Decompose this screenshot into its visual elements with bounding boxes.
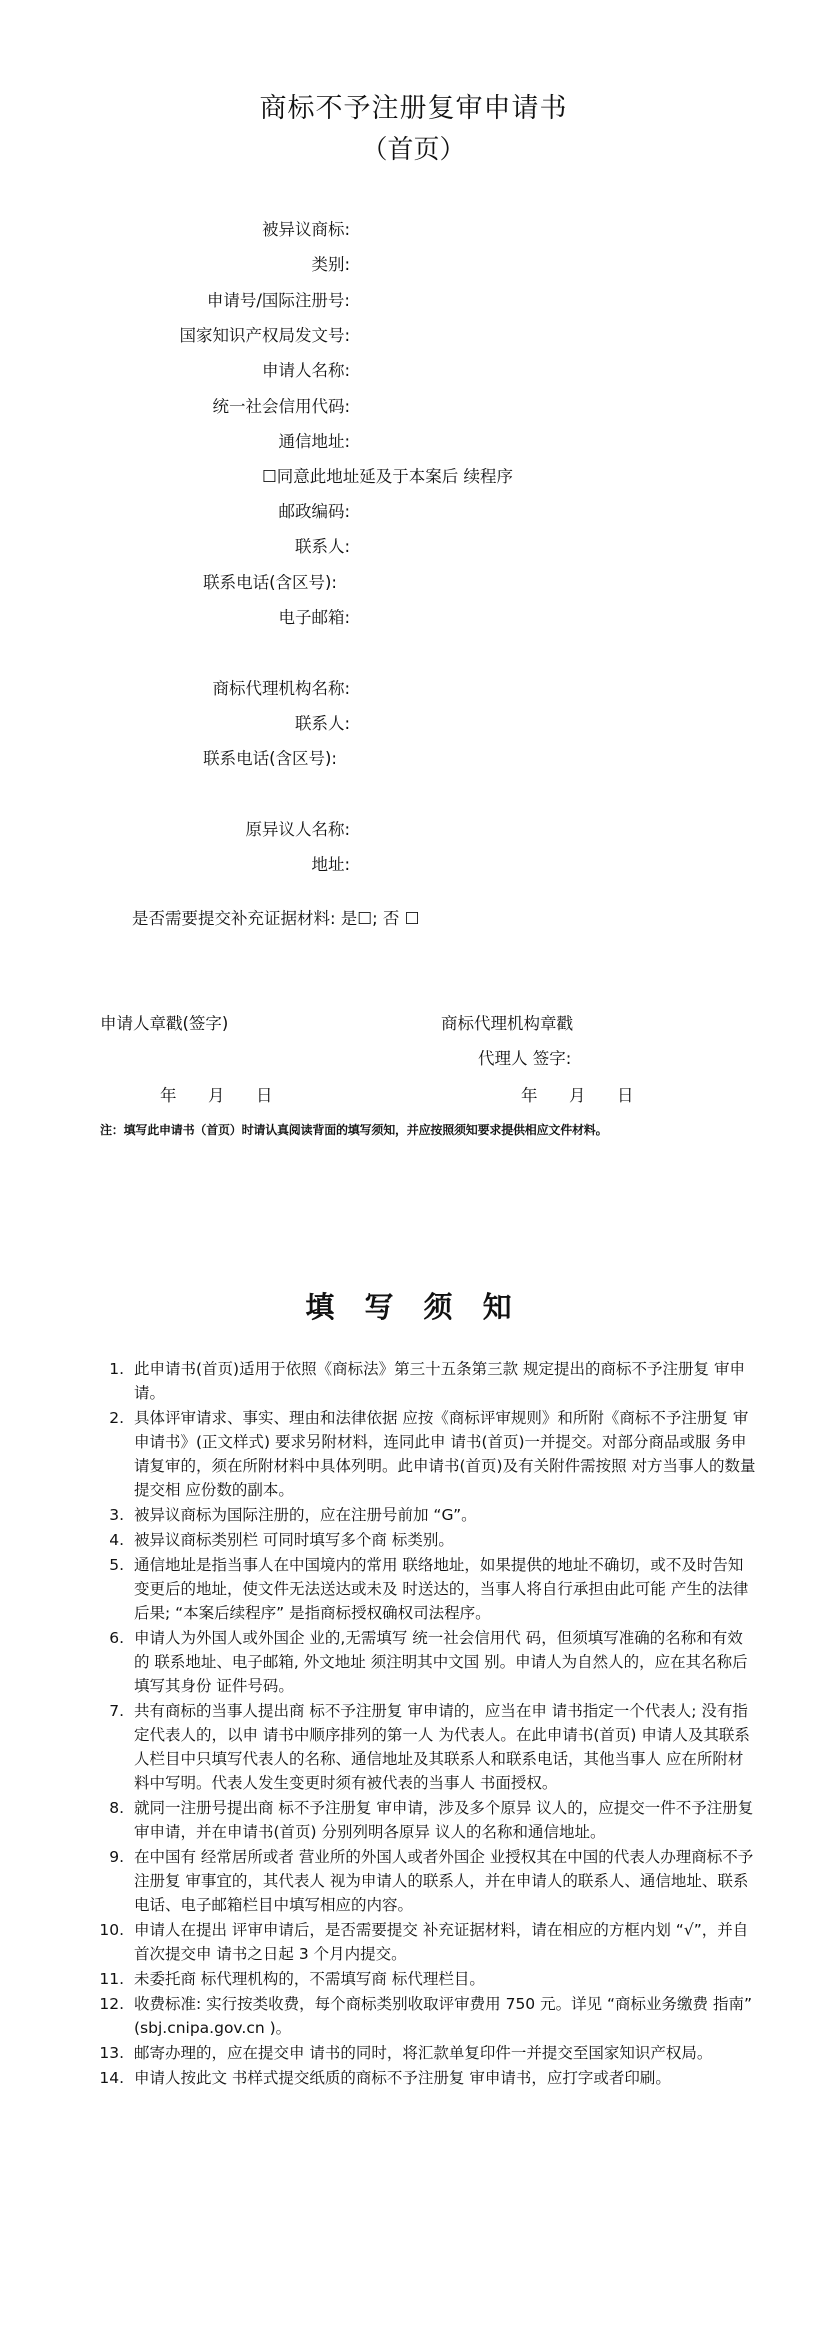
agency-seal-label: 商标代理机构章戳: [441, 1014, 573, 1033]
instruction-item: 7. 共有商标的当事人提出商 标不予注册复 审申请的，应当在申 请书指定一个代表人; 没有指定代表人的，以申 请书中顺序排列的第一人 为代表人。在此申请书(首页) 申请人及其联系人栏目中只填写代表人的名称、通信地址及其联系人和联系电话，其他当事人 应在所附材料中写明。代表人发生变更时须有被代表的当事人 书面授权。: [109, 1702, 750, 1792]
field-label-contact: 联系人:: [294, 537, 350, 556]
field-label-document-number: 国家知识产权局发文号:: [179, 326, 350, 345]
instruction-item: 4. 被异议商标类别栏 可同时填写多个商 标类别。: [109, 1531, 454, 1549]
extend-address-checkbox[interactable]: ☐同意此地址延及于本案后 续程序: [262, 467, 514, 486]
instruction-item: 2. 具体评审请求、事实、理由和法律依据 应按《商标评审规则》和所附《商标不予注册复 审申请书》(正文样式) 要求另附材料，连同此申 请书(首页)一并提交。对部分商品或服 务申请复审的，须在所附材料中具体列明。此申请书(首页)及有关附件需按照 对方当事人的数量提交相 应份数的副本。: [109, 1409, 756, 1499]
field-label-class: 类别:: [311, 255, 350, 274]
field-label-credit-code: 统一社会信用代码:: [212, 397, 350, 416]
instruction-item: 9. 在中国有 经常居所或者 营业所的外国人或者外国企 业授权其在中国的代表人办理商标不予注册复 审事宜的，其代表人 视为申请人的联系人，并在申请人的联系人、通信地址、联系电话、电子邮箱栏目中填写相应的内容。: [109, 1848, 754, 1914]
field-label-applicant-name: 申请人名称:: [261, 361, 350, 380]
instruction-item: 14. 申请人按此文 书样式提交纸质的商标不予注册复 审申请书，应打字或者印刷。: [99, 2069, 671, 2087]
field-label-phone: 联系电话(含区号):: [203, 573, 337, 592]
applicant-seal-label: 申请人章戳(签字): [100, 1014, 229, 1033]
field-label-agency-contact: 联系人:: [294, 714, 350, 733]
applicant-date: 年 月 日: [160, 1086, 273, 1105]
field-label-agency-phone: 联系电话(含区号):: [203, 749, 337, 768]
instruction-item: 12. 收费标准: 实行按类收费，每个商标类别收取评审费用 750 元。详见 “商标业务缴费 指南” (sbj.cnipa.gov.cn )。: [99, 1995, 753, 2037]
instruction-item: 5. 通信地址是指当事人在中国境内的常用 联络地址，如果提供的地址不确切，或不及时告知变更后的地址，使文件无法送达或未及 时送达的，当事人将自行承担由此可能 产生的法律后果; “本案后续程序” 是指商标授权确权司法程序。: [109, 1556, 749, 1622]
field-label-application-number: 申请号/国际注册号:: [206, 291, 350, 310]
agent-sign-label: 代理人 签字:: [478, 1049, 572, 1068]
field-label-opposed-mark: 被异议商标:: [261, 220, 350, 239]
field-label-email: 电子邮箱:: [278, 608, 350, 627]
field-label-opponent-address: 地址:: [311, 855, 350, 874]
instruction-item: 1. 此申请书(首页)适用于依照《商标法》第三十五条第三款 规定提出的商标不予注册复 审申请。: [109, 1360, 745, 1402]
instruction-item: 3. 被异议商标为国际注册的，应在注册号前加 “G”。: [109, 1506, 477, 1524]
field-label-agency-name: 商标代理机构名称:: [212, 679, 350, 698]
field-label-address: 通信地址:: [278, 432, 350, 451]
instruction-item: 6. 申请人为外国人或外国企 业的,无需填写 统一社会信用代 码，但须填写准确的名称和有效的 联系地址、电子邮箱, 外文地址 须注明其中文国 别。申请人为自然人的，应在其名称后填写其身份 证件号码。: [109, 1629, 748, 1695]
instructions-list: [96, 1357, 756, 2091]
field-label-opponent-name: 原异议人名称:: [245, 820, 350, 839]
page-subtitle: （首页）: [361, 135, 466, 165]
instruction-item: 8. 就同一注册号提出商 标不予注册复 审申请，涉及多个原异 议人的，应提交一件不予注册复 审申请，并在申请书(首页) 分别列明各原异 议人的名称和通信地址。: [109, 1799, 754, 1841]
instruction-item: 10. 申请人在提出 评审申请后，是否需要提交 补充证据材料，请在相应的方框内划 “√”，并自首次提交申 请书之日起 3 个月内提交。: [99, 1921, 749, 1963]
evidence-question[interactable]: 是否需要提交补充证据材料: 是☐; 否 ☐: [132, 909, 420, 928]
agency-date: 年 月 日: [521, 1086, 634, 1105]
instruction-item: 13. 邮寄办理的，应在提交申 请书的同时，将汇款单复印件一并提交至国家知识产权局。: [99, 2044, 713, 2062]
page-title: 商标不予注册复审申请书: [259, 93, 568, 124]
fill-note: 注：填写此申请书（首页）时请认真阅读背面的填写须知，并应按照须知要求提供相应文件材料。: [100, 1123, 608, 1137]
field-label-postcode: 邮政编码:: [278, 502, 350, 521]
instructions-heading: 填 写 须 知: [305, 1290, 522, 1324]
instruction-item: 11. 未委托商 标代理机构的，不需填写商 标代理栏目。: [99, 1970, 485, 1988]
